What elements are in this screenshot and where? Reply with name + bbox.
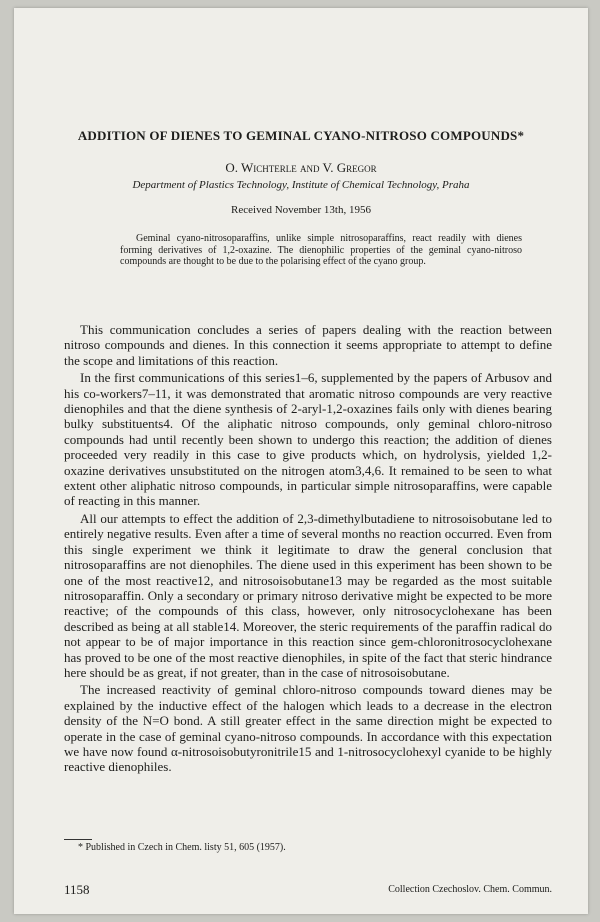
paragraph-2: In the first communications of this series1–6, supplemented by the papers of Arbusov and his co-workers7–11, it was demonstrated that aromatic nitroso compounds are very reactive dienophiles and that the diene synthesis of 2-aryl-1,2-oxazines fails only with dienes bearing bulky substituents4. Of the aliphatic nitroso compounds, only geminal chloro-nitroso compounds had until recently been shown to undergo this reaction; the addition of dienes proceeded very readily in this case to give products which, on hydrolysis, yielded 1,2-oxazine derivatives unsubstituted on the nitrogen atom3,4,6. It remained to be seen to what extent other aliphatic nitroso compounds, in particular simple nitrosoparaffins, were capable of reacting in this manner. — [64, 370, 552, 509]
received-date: Received November 13th, 1956 — [231, 204, 371, 216]
journal-page — [14, 8, 588, 914]
footnote: * Published in Czech in Chem. listy 51, 605 (1957). — [78, 842, 286, 853]
paragraph-3: All our attempts to effect the addition of 2,3-dimethylbutadiene to nitrosoisobutane led to entirely negative results. Even after a time of several months no reaction occurred. Even from this single experiment we think it legitimate to draw the general conclusion that nitrosoparaffins are not dienophiles. The diene used in this experiment has been shown to be one of the most reactive12, and nitrosoisobutane13 may be regarded as the most suitable nitrosoparaffin. Only a secondary or primary nitroso derivative might be expected to be more reactive; of the compounds of this class, however, only nitrosocyclohexane has been described as being at all stable14. Moreover, the steric requirements of the paraffin radical do not appear to be of major importance in this reaction since gem-chloronitrosocyclohexane has proved to be one of the most reactive dienophiles, in spite of the fact that steric hindrance here should be as great, if not greater, than in the case of nitrosoisobutane. — [64, 510, 552, 680]
journal-name: Collection Czechoslov. Chem. Commun. — [388, 884, 552, 895]
paragraph-4: The increased reactivity of geminal chloro-nitroso compounds toward dienes may be explained by the inductive effect of the halogen which leads to a decrease in the electron density of the N=O bond. A still greater effect in the same direction might be expected to operate in the case of geminal cyano-nitroso compounds. In accordance with this expectation we have now found α-nitrosoisobutyronitrile15 and 1-nitrosocyclohexyl cyanide to be highly reactive dienophiles. — [64, 682, 552, 775]
page-number: 1158 — [64, 882, 90, 897]
paragraph-1: This communication concludes a series of papers dealing with the reaction between nitroso compounds and dienes. In this connection it seems appropriate to attempt to define the scope and limitations of this reaction. — [64, 322, 552, 368]
abstract: Geminal cyano-nitrosoparaffins, unlike simple nitrosoparaffins, react readily with dienes forming derivatives of 1,2-oxazine. The dienophilic properties of the geminal cyano-nitroso compounds are thought to be due to the polarising effect of the cyano group. — [120, 233, 522, 267]
article-body — [64, 322, 552, 777]
affiliation: Department of Plastics Technology, Institute of Chemical Technology, Praha — [132, 179, 470, 191]
authors: O. Wichterle and V. Gregor — [225, 160, 377, 175]
article-title: ADDITION OF DIENES TO GEMINAL CYANO-NITROSO COMPOUNDS* — [77, 128, 525, 143]
footnote-divider — [64, 839, 92, 840]
